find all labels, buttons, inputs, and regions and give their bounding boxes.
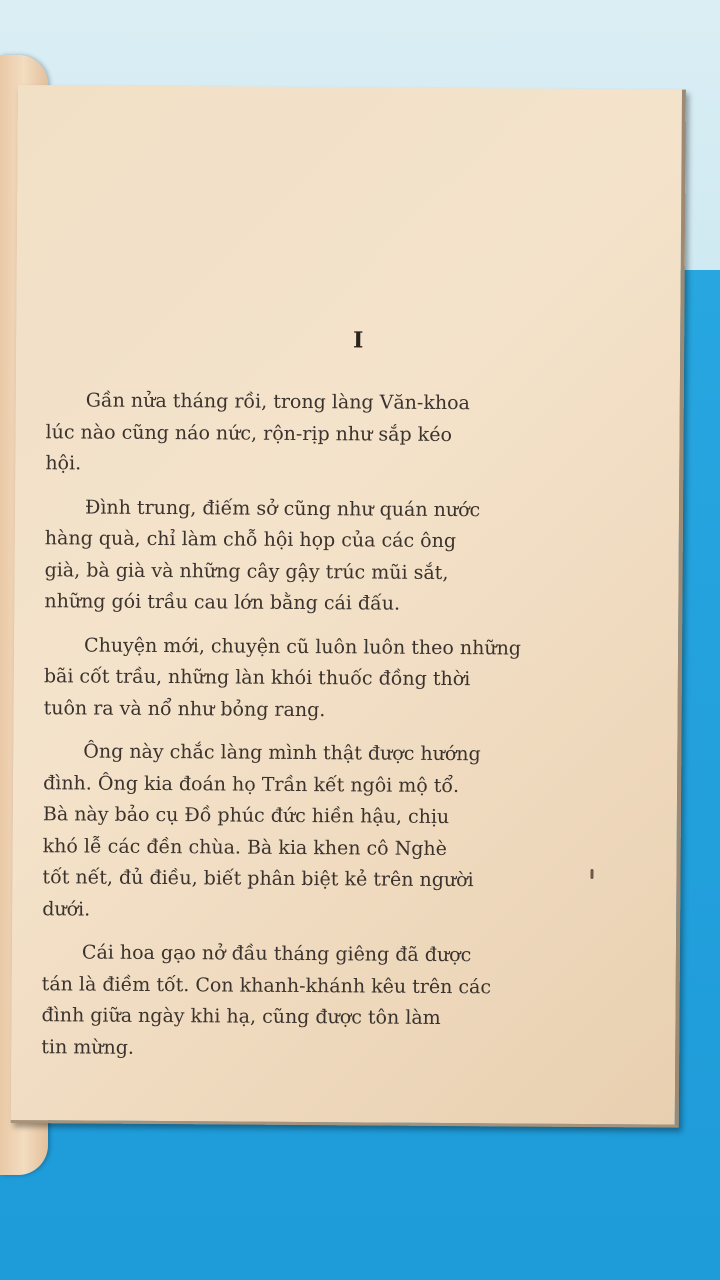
text-line: Gần nửa tháng rồi, trong làng Văn-khoa	[85, 389, 470, 415]
text-line: lúc nào cũng náo nức, rộn-rịp như sắp kéo	[45, 420, 453, 446]
text-line: đình giữa ngày khi hạ, cũng được tôn làm	[41, 1004, 441, 1029]
text-line: Bà này bảo cụ Đồ phúc đức hiền hậu, chịu	[42, 803, 450, 829]
text-line: khó lễ các đền chùa. Bà kia khen cô Nghè	[42, 834, 448, 860]
text-line: hàng quà, chỉ làm chỗ hội họp của các ông	[44, 527, 457, 553]
paragraph	[44, 630, 555, 728]
paper-speck	[590, 869, 593, 879]
text-line: đình. Ông kia đoán họ Trần kết ngôi mộ tổ.	[43, 771, 460, 797]
text-line: tuôn ra và nổ như bỏng rang.	[43, 696, 326, 721]
chapter-number: I	[352, 327, 364, 354]
body-text	[41, 385, 556, 1079]
text-line: già, bà già và những cây gậy trúc mũi sắt,	[44, 558, 449, 584]
paragraph	[44, 492, 555, 622]
text-line: bãi cốt trầu, những làn khói thuốc đồng thời	[43, 665, 471, 691]
book-page	[11, 85, 686, 1128]
text-line: Chuyện mới, chuyện cũ luôn luôn theo những	[84, 633, 522, 660]
paragraph	[42, 736, 553, 929]
text-line: tán là điềm tốt. Con khanh-khánh kêu trên các	[41, 972, 492, 998]
text-line: Cái hoa gạo nở đầu tháng giêng đã được	[81, 941, 472, 967]
text-line: hội.	[45, 452, 82, 475]
text-line: tin mừng.	[41, 1035, 135, 1059]
text-line: những gói trầu cau lớn bằng cái đấu.	[44, 590, 401, 615]
paragraph	[41, 937, 552, 1067]
text-line: Ông này chắc làng mình thật được hướng	[83, 740, 481, 766]
text-line: tốt nết, đủ điều, biết phân biệt kẻ trên người	[42, 866, 474, 892]
text-line: Đình trung, điếm sở cũng như quán nước	[84, 495, 481, 521]
paragraph	[45, 385, 556, 483]
text-line: dưới.	[42, 897, 91, 921]
